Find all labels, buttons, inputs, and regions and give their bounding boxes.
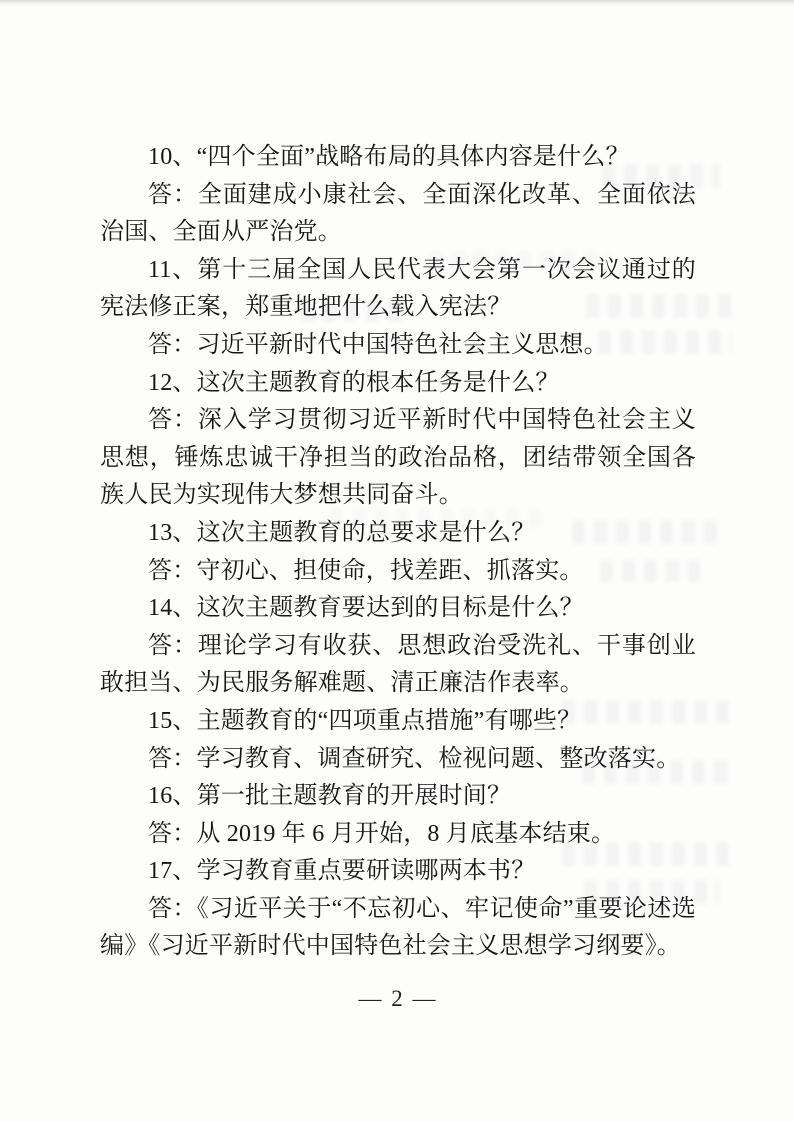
document-content [100, 139, 696, 966]
answer-15: 答：学习教育、调查研究、检视问题、整改落实。 [148, 745, 681, 772]
question-13: 13、这次主题教育的总要求是什么？ [148, 519, 536, 546]
answer-11: 答：习近平新时代中国特色社会主义思想。 [148, 331, 608, 358]
question-17: 17、学习教育重点要研读哪两本书？ [148, 858, 536, 885]
question-16: 16、第一批主题教育的开展时间？ [148, 783, 512, 810]
answer-12: 答：深入学习贯彻习近平新时代中国特色社会主义思想，锤炼忠诚干净担当的政治品格，团结带领全国各族人民为实现伟大梦想共同奋斗。 [100, 407, 696, 509]
answer-14: 答：理论学习有收获、思想政治受洗礼、干事创业敢担当、为民服务解难题、清正廉洁作表率。 [100, 632, 696, 697]
question-11: 11、第十三届全国人民代表大会第一次会议通过的宪法修正案，郑重地把什么载入宪法？ [100, 256, 696, 321]
answer-17: 答：《习近平关于“不忘初心、牢记使命”重要论述选编》《习近平新时代中国特色社会主义思想学习纲要》。 [100, 895, 696, 960]
question-15: 15、主题教育的“四项重点措施”有哪些？ [148, 707, 582, 734]
scan-edge-artifact [0, 0, 794, 7]
answer-13: 答：守初心、担使命，找差距、抓落实。 [148, 557, 584, 584]
question-12: 12、这次主题教育的根本任务是什么？ [148, 369, 560, 396]
answer-16: 答：从 2019 年 6 月开始，8 月底基本结束。 [148, 820, 616, 847]
question-14: 14、这次主题教育要达到的目标是什么？ [148, 595, 584, 622]
answer-10: 答：全面建成小康社会、全面深化改革、全面依法治国、全面从严治党。 [100, 181, 696, 246]
question-10: 10、“四个全面”战略布局的具体内容是什么？ [148, 144, 630, 170]
page-number: — 2 — [358, 986, 438, 1011]
